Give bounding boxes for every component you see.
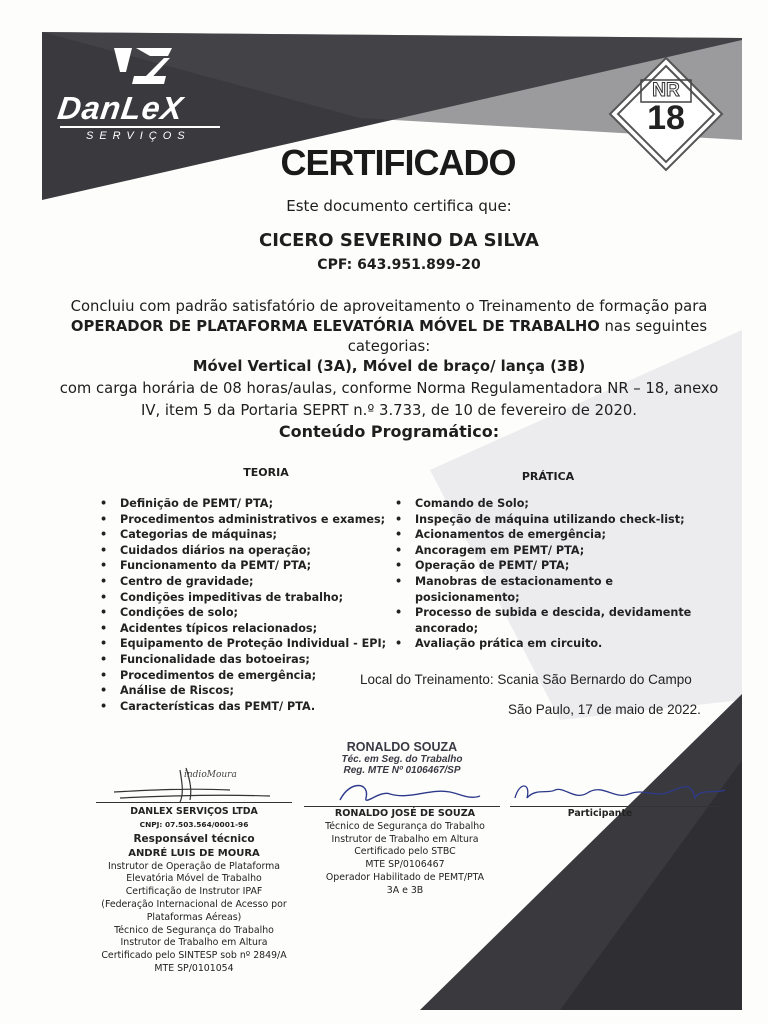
signer-detail-line: Instrutor de Trabalho em Altura	[331, 833, 479, 845]
teoria-item: • Funcionalidade das botoeiras;	[98, 652, 388, 668]
signer-detail-line: Instrutor de Operação de Plataforma	[107, 860, 281, 872]
signer-detail-line: (Federação Internacional de Acesso por	[101, 898, 287, 910]
logo-subtitle: SERVIÇOS	[86, 130, 191, 142]
left-signer-role: Responsável técnico	[133, 832, 255, 845]
signer-detail-line: Instrutor de Trabalho em Altura	[120, 937, 268, 949]
teoria-item: • Acidentes típicos relacionados;	[98, 621, 388, 637]
left-signature-line	[96, 802, 292, 803]
teoria-list	[98, 496, 388, 714]
workload-line: com carga horária de 08 horas/aulas, conforme Norma Regulamentadora NR – 18, anexo	[59, 380, 719, 397]
issue-date: São Paulo, 17 de maio de 2022.	[508, 702, 701, 717]
course-suffix: nas seguintes	[599, 318, 708, 335]
teoria-item: • Definição de PEMT/ PTA;	[98, 496, 388, 512]
signer-detail-line: Certificado pelo SINTESP sob nº 2849/A	[101, 950, 287, 962]
teoria-item: • Cuidados diários na operação;	[98, 543, 388, 559]
participant-cpf: CPF: 643.951.899-20	[317, 257, 481, 273]
signer-detail-line: Certificado pelo STBC	[354, 846, 456, 858]
signer-detail-line: 3A e 3B	[386, 884, 424, 896]
middle-signature-icon	[330, 770, 490, 810]
logo-mark-icon	[106, 46, 176, 88]
stamp-name: RONALDO SOUZA	[346, 740, 458, 754]
pratica-item: • Operação de PEMT/ PTA;	[393, 558, 703, 574]
pratica-item: • Ancoragem em PEMT/ PTA;	[393, 543, 703, 559]
pratica-list	[393, 496, 703, 652]
teoria-item: • Condições impeditivas de trabalho;	[98, 590, 388, 606]
program-title: Conteúdo Programático:	[278, 422, 500, 441]
categories-value: Móvel Vertical (3A), Móvel de braço/ lança (3B)	[192, 358, 586, 375]
signer-detail-line: Elevatória Móvel de Trabalho	[126, 873, 262, 885]
pratica-item: • Inspeção de máquina utilizando check-list;	[393, 512, 703, 528]
signer-detail-line: Certificação de Instrutor IPAF	[125, 886, 263, 898]
middle-signature-line	[304, 806, 500, 807]
middle-signer-name: RONALDO JOSÉ DE SOUZA	[334, 808, 476, 819]
pratica-item: • Avaliação prática em circuito.	[393, 636, 703, 652]
participant-name: CICERO SEVERINO DA SILVA	[259, 230, 539, 251]
teoria-heading: TEORIA	[243, 466, 289, 479]
pratica-item: • Manobras de estacionamento e posicionamento;	[393, 574, 703, 605]
signer-detail-line: MTE SP/0101054	[154, 962, 234, 974]
signer-detail-line: MTE SP/0106467	[365, 859, 445, 871]
signer-detail-line: Plataformas Aéreas)	[146, 911, 242, 923]
pratica-item: • Processo de subida e descida, devidamente ancorado;	[393, 605, 703, 636]
teoria-item: • Procedimentos administrativos e exames;	[98, 512, 388, 528]
left-signer-block	[86, 806, 302, 976]
certificate-intro: Este documento certifica que:	[286, 197, 512, 215]
pratica-heading: PRÁTICA	[521, 470, 575, 483]
participant-signature-line	[510, 806, 720, 807]
stamp-line2: Reg. MTE Nº 0106467/SP	[343, 765, 461, 776]
logo-underline	[60, 126, 220, 128]
logo	[54, 46, 234, 146]
pratica-item: • Acionamentos de emergência;	[393, 527, 703, 543]
left-signature-text: indioMoura	[184, 770, 237, 780]
stamp-line1: Téc. em Seg. do Trabalho	[341, 754, 463, 765]
teoria-item: • Características das PEMT/ PTA.	[98, 699, 388, 715]
course-name: OPERADOR DE PLATAFORMA ELEVATÓRIA MÓVEL DE TRABALHO	[70, 318, 600, 335]
course-line	[0, 317, 768, 336]
badge-number: 18	[647, 99, 685, 137]
pratica-item: • Comando de Solo;	[393, 496, 703, 512]
participant-label: Participante	[567, 808, 633, 819]
signer-detail-line: Técnico de Segurança do Trabalho	[325, 820, 485, 832]
company-name: DANLEX SERVIÇOS LTDA	[130, 806, 258, 817]
teoria-item: • Funcionamento da PEMT/ PTA;	[98, 558, 388, 574]
signer-detail-line: Operador Habilitado de PEMT/PTA	[325, 871, 485, 883]
logo-brand: DanLeX	[55, 90, 186, 126]
company-cnpj: CNPJ: 07.503.564/0001-96	[139, 819, 249, 829]
regulation-line: IV, item 5 da Portaria SEPRT n.º 3.733, de 10 de fevereiro de 2020.	[141, 402, 637, 419]
teoria-item: • Procedimentos de emergência;	[98, 668, 388, 684]
badge-top: NR	[652, 80, 680, 101]
completion-line: Concluiu com padrão satisfatório de aproveitamento o Treinamento de formação para	[70, 298, 708, 315]
training-location: Local do Treinamento: Scania São Bernardo do Campo	[360, 672, 692, 687]
teoria-item: • Análise de Riscos;	[98, 683, 388, 699]
middle-signer-details	[300, 821, 510, 898]
teoria-item: • Categorias de máquinas;	[98, 527, 388, 543]
categories-label: categorias:	[347, 338, 431, 355]
teoria-item: • Equipamento de Proteção Individual - EPI;	[98, 636, 388, 652]
left-signer-details	[86, 861, 302, 976]
certificate-title: CERTIFICADO	[280, 142, 516, 183]
middle-signer-block	[300, 808, 510, 898]
signer-detail-line: Técnico de Segurança do Trabalho	[114, 924, 274, 936]
teoria-item: • Condições de solo;	[98, 605, 388, 621]
teoria-item: • Centro de gravidade;	[98, 574, 388, 590]
left-signer-name: ANDRÉ LUIS DE MOURA	[128, 847, 260, 859]
